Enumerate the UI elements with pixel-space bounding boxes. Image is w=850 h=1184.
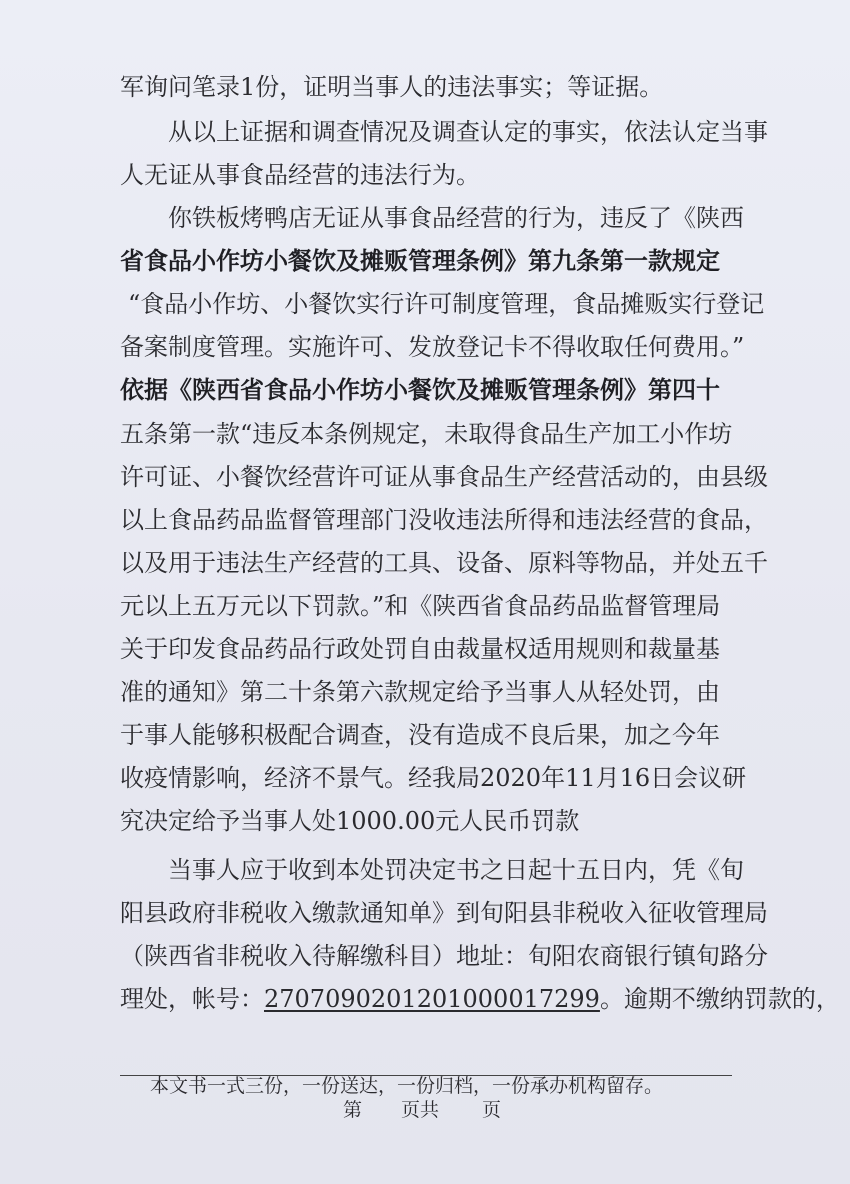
body-line-4: 你铁板烤鸭店无证从事食品经营的行为，违反了《陕西: [168, 204, 744, 232]
body-line-9: 五条第一款“违反本条例规定，未取得食品生产加工小作坊: [120, 420, 733, 448]
body-line-10: 许可证、小餐饮经营许可证从事食品生产经营活动的，由县级: [120, 463, 768, 491]
footer-note: 本文书一式三份，一份送达，一份归档，一份承办机构留存。: [150, 1075, 664, 1097]
body-line-17: 收疫情影响，经济不景气。经我局2020年11月16日会议研: [120, 764, 747, 792]
overdue-text: 。逾期不缴纳罚款的，: [599, 985, 840, 1013]
body-line-8: 依据《陕西省食品小作坊小餐饮及摊贩管理条例》第四十: [120, 375, 720, 404]
account-label: 理处，帐号：: [120, 985, 264, 1013]
body-line-12: 以及用于违法生产经营的工具、设备、原料等物品，并处五千: [120, 549, 768, 577]
body-line-3: 人无证从事食品经营的违法行为。: [120, 161, 480, 189]
account-number: 27070902012010000172​99: [264, 985, 600, 1013]
body-line-7: 备案制度管理。实施许可、发放登记卡不得收取任何费用。”: [120, 333, 745, 361]
body-line-5: 省食品小作坊小餐饮及摊贩管理条例》第九条第一款规定: [120, 246, 720, 275]
body-line-13: 元以上五万元以下罚款。”和《陕西省食品药品监督管理局: [120, 592, 721, 620]
page-label-suffix: 页: [482, 1099, 502, 1121]
page-label-prefix: 第: [343, 1099, 363, 1121]
body-line-22: [120, 984, 840, 1014]
body-line-19: 当事人应于收到本处罚决定书之日起十五日内，凭《旬: [168, 856, 744, 884]
body-line-2: 从以上证据和调查情况及调查认定的事实，依法认定当事: [168, 118, 768, 146]
body-line-20: 阳县政府非税收入缴款通知单》到旬阳县非税收入征收管理局: [120, 899, 768, 927]
body-line-11: 以上食品药品监督管理部门没收违法所得和违法经营的食品，: [120, 506, 768, 534]
body-line-6: “食品小作坊、小餐饮实行许可制度管理，食品摊贩实行登记: [128, 290, 765, 318]
body-line-1: 军询问笔录1份，证明当事人的违法事实；等证据。: [120, 73, 664, 101]
body-line-14: 关于印发食品药品行政处罚自由裁量权适用规则和裁量基: [120, 635, 720, 663]
body-line-15: 准的通知》第二十条第六款规定给予当事人从轻处罚，由: [120, 678, 720, 706]
body-line-18: 究决定给予当事人处1000.00元人民币罚款: [120, 807, 580, 835]
body-line-21: （陕西省非税收入待解缴科目）地址：旬阳农商银行镇旬路分: [120, 942, 768, 970]
body-line-16: 于事人能够积极配合调查，没有造成不良后果，加之今年: [120, 721, 720, 749]
page-label-middle: 页共: [401, 1099, 440, 1121]
